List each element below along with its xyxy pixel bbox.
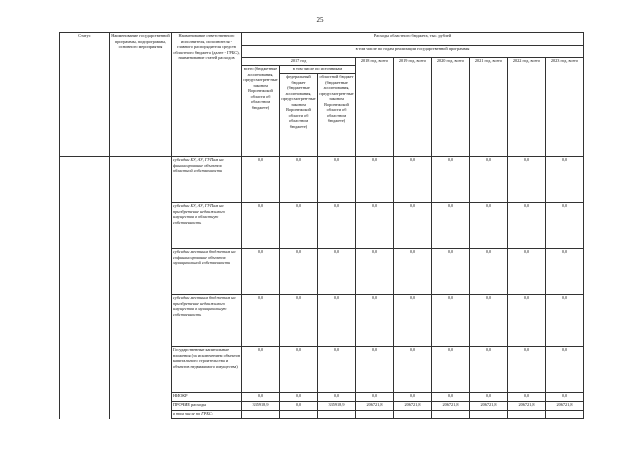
cell-value: 0,0	[394, 347, 432, 393]
header-year-2022: 2022 год, всего	[508, 58, 546, 157]
row-label: НИОКР	[172, 393, 242, 402]
header-incl-sources: в том числе по источникам	[280, 66, 355, 74]
cell-value: 0,0	[470, 203, 508, 249]
header-program-name: Наименование государственной программы, подпрограммы, основного мероприятия	[110, 33, 172, 157]
cell-value: 335918,9	[318, 402, 356, 411]
cell-value: 0,0	[318, 393, 356, 402]
cell-value: 0,0	[546, 203, 584, 249]
cell-value: 0,0	[356, 295, 394, 347]
cell-value: 0,0	[394, 249, 432, 295]
cell-value: 0,0	[432, 203, 470, 249]
cell-value: 0,0	[394, 203, 432, 249]
header-executor-name: Наименование ответственного исполнителя, исполнителя - главного распорядителя средств областного бюджета (далее - ГРБС), наименование статей расходов	[172, 33, 242, 157]
table-row	[60, 157, 584, 203]
cell-value: 0,0	[318, 157, 356, 203]
header-expenses: Расходы областного бюджета, тыс. рублей	[242, 33, 584, 46]
cell-value: 335918,9	[242, 402, 280, 411]
budget-table	[59, 32, 584, 419]
cell-value: 0,0	[280, 402, 318, 411]
cell-value: 206721,8	[356, 402, 394, 411]
row-label: субсидии БУ, АУ, ГУПам на финансирование объектов областной собственности	[172, 157, 242, 203]
cell-value: 0,0	[432, 157, 470, 203]
cell-value: 0,0	[432, 249, 470, 295]
status-cell	[60, 157, 110, 419]
cell-value: 0,0	[242, 295, 280, 347]
cell-value: 0,0	[356, 203, 394, 249]
cell-value: 0,0	[318, 249, 356, 295]
cell-value: 0,0	[318, 295, 356, 347]
row-label: Государственные капитальные вложения (за исключением объектов капитального строительства и объектов недвижимого имущества)	[172, 347, 242, 393]
header-year-2021: 2021 год, всего	[470, 58, 508, 157]
program-cell	[110, 157, 172, 419]
row-label: в том числе по ГРБС:	[172, 411, 242, 419]
header-by-years: в том числе по годам реализации государственной программы	[242, 46, 584, 58]
page-number: 25	[316, 16, 324, 24]
header-year-2017: 2017 год	[242, 58, 356, 66]
cell-value: 0,0	[470, 157, 508, 203]
cell-value: 0,0	[356, 393, 394, 402]
cell-value: 0,0	[280, 295, 318, 347]
cell-value: 0,0	[508, 393, 546, 402]
cell-value: 0,0	[508, 157, 546, 203]
row-label: ПРОЧИЕ расходы	[172, 402, 242, 411]
row-label: субсидии местным бюджетам на софинансирование объектов муниципальной собственности	[172, 249, 242, 295]
row-label: субсидии БУ, АУ, ГУПам на приобретение недвижимого имущества в областную собственность	[172, 203, 242, 249]
cell-value: 0,0	[432, 393, 470, 402]
cell-value: 0,0	[280, 157, 318, 203]
cell-value: 0,0	[432, 295, 470, 347]
cell-value: 0,0	[470, 249, 508, 295]
cell-value: 0,0	[394, 157, 432, 203]
cell-value: 0,0	[242, 203, 280, 249]
header-total-2017: всего (бюджетные ассигнования, предусмотрен-ные законом Воронежской области об областном бюджете)	[242, 66, 280, 157]
header-year-2023: 2023 год, всего	[546, 58, 584, 157]
cell-value: 0,0	[280, 347, 318, 393]
header-year-2020: 2020 год, всего	[432, 58, 470, 157]
cell-value: 0,0	[470, 347, 508, 393]
cell-value: 0,0	[242, 249, 280, 295]
cell-value: 0,0	[242, 347, 280, 393]
cell-value: 0,0	[470, 393, 508, 402]
cell-value: 0,0	[508, 295, 546, 347]
cell-value: 0,0	[394, 393, 432, 402]
header-year-2019: 2019 год, всего	[394, 58, 432, 157]
cell-value: 0,0	[356, 157, 394, 203]
header-federal: федеральный бюджет (бюджетные ассигнования, предусмотрен-ные законом Воронежской области об областном бюджете)	[280, 74, 318, 157]
header-regional: областной бюджет (бюджетные ассигнования, предусмотрен-ные законом Воронежской области об областном бюджете)	[319, 74, 354, 123]
cell-value: 0,0	[242, 393, 280, 402]
cell-value: 0,0	[546, 249, 584, 295]
cell-value: 0,0	[432, 347, 470, 393]
cell-value: 0,0	[356, 347, 394, 393]
cell-value: 0,0	[280, 203, 318, 249]
cell-value: 206721,8	[394, 402, 432, 411]
row-label: субсидии местным бюджетам на приобретение недвижимого имущества в муниципальную собственность	[172, 295, 242, 347]
cell-value: 0,0	[318, 203, 356, 249]
cell-value: 0,0	[508, 203, 546, 249]
cell-value: 206721,8	[432, 402, 470, 411]
cell-value: 206721,8	[546, 402, 584, 411]
cell-value: 0,0	[546, 157, 584, 203]
cell-value: 0,0	[546, 295, 584, 347]
header-year-2018: 2018 год, всего	[356, 58, 394, 157]
cell-value: 0,0	[546, 347, 584, 393]
cell-value: 0,0	[508, 347, 546, 393]
cell-value: 0,0	[508, 249, 546, 295]
cell-value: 0,0	[546, 393, 584, 402]
cell-value: 0,0	[318, 347, 356, 393]
cell-value: 0,0	[470, 295, 508, 347]
cell-value: 206721,8	[470, 402, 508, 411]
header-status: Статус	[60, 33, 110, 157]
cell-value: 206721,8	[508, 402, 546, 411]
cell-value: 0,0	[280, 393, 318, 402]
cell-value: 0,0	[394, 295, 432, 347]
cell-value: 0,0	[356, 249, 394, 295]
cell-value: 0,0	[280, 249, 318, 295]
cell-value: 0,0	[242, 157, 280, 203]
